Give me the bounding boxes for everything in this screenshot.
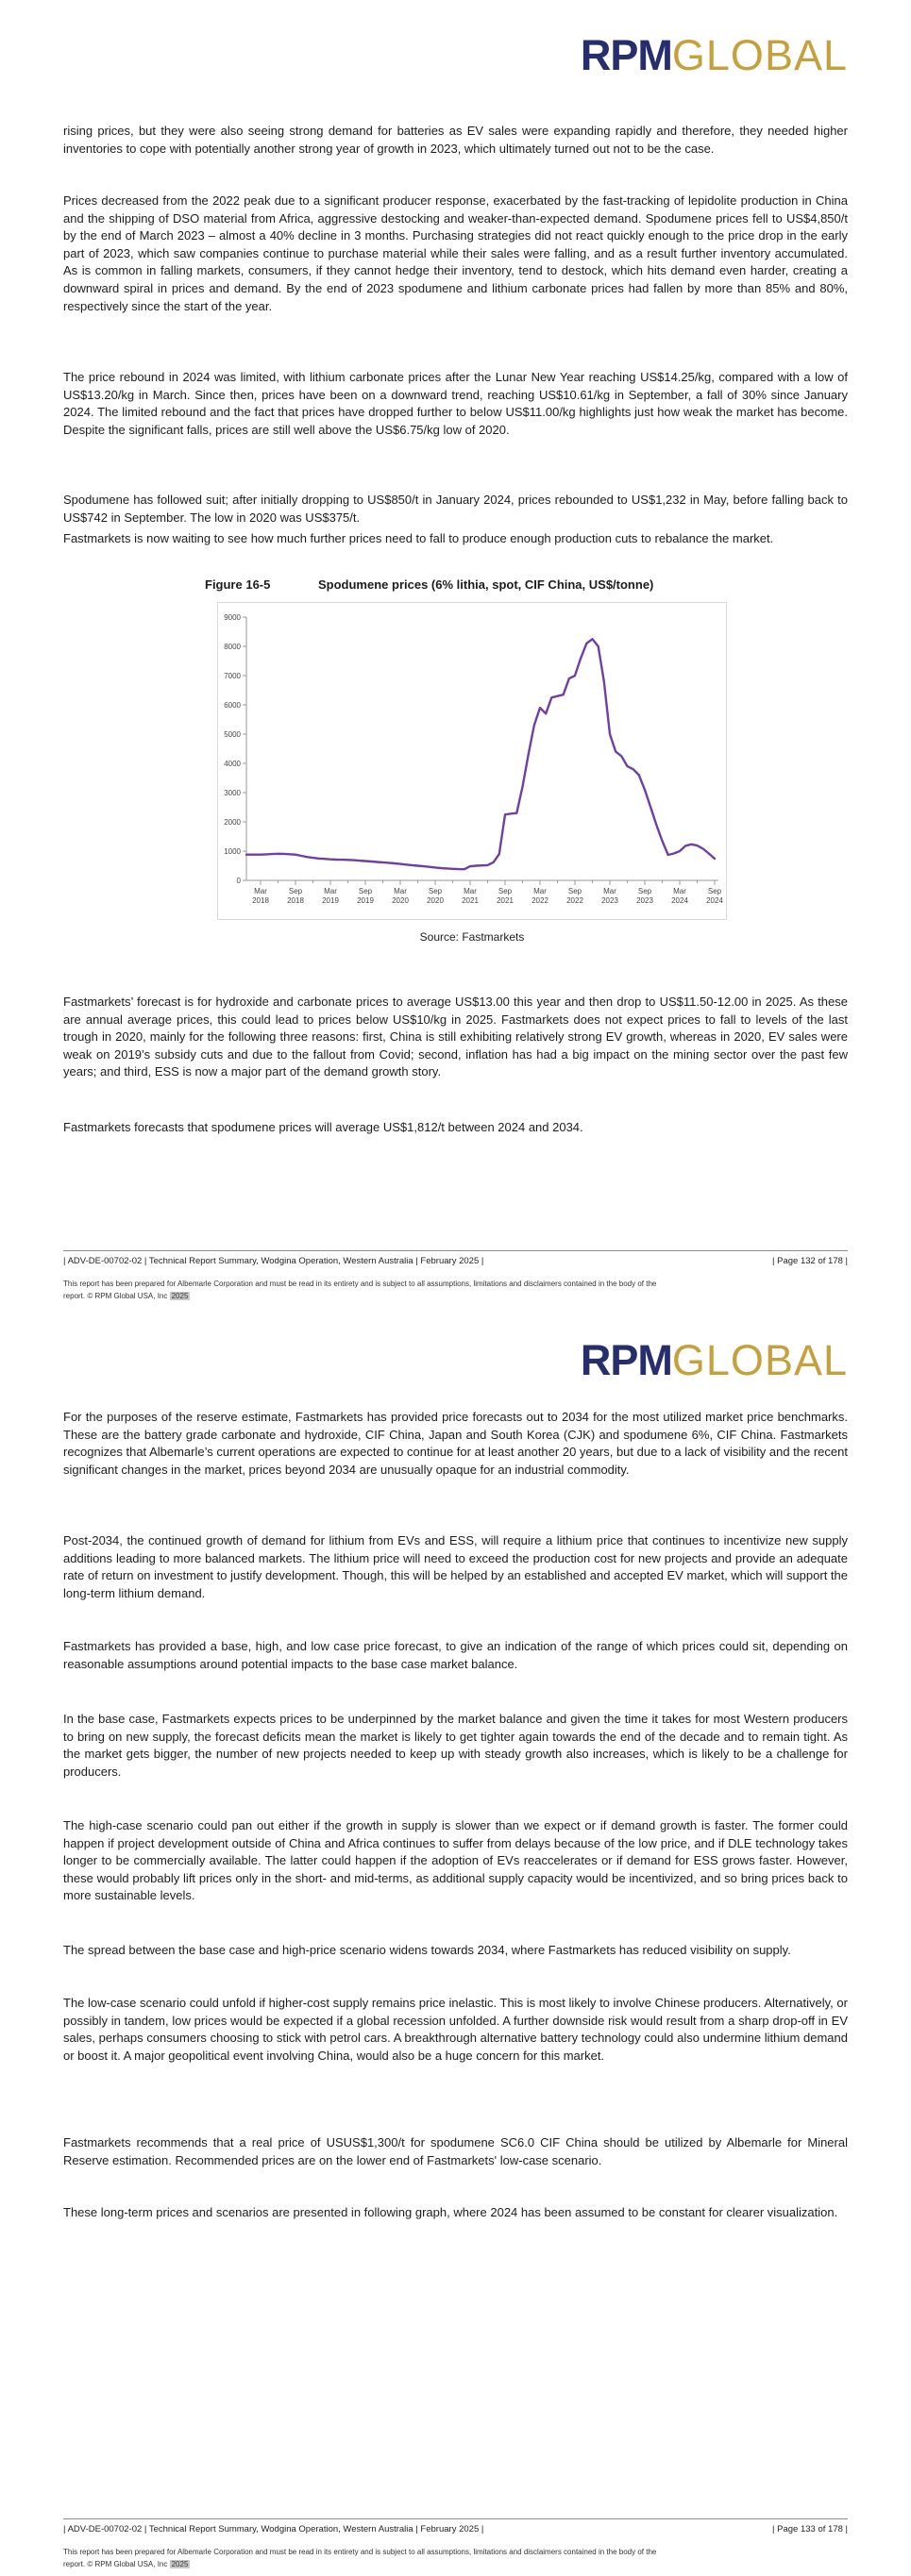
svg-text:6000: 6000 xyxy=(224,700,241,710)
svg-text:Mar: Mar xyxy=(533,887,547,895)
svg-text:Sep: Sep xyxy=(358,887,373,895)
svg-text:2023: 2023 xyxy=(601,896,618,905)
footer-document-id: | ADV-DE-00702-02 | Technical Report Summary, Wodgina Operation, Western Australia | February 2025 | xyxy=(63,2524,484,2534)
paragraph: Fastmarkets recommends that a real price of USUS$1,300/t for spodumene SC6.0 CIF China should be utilized by Albemarle for Mineral Reserve estimation. Recommended prices are on the lower end of Fastmarkets' low-case scenario. xyxy=(63,2135,848,2167)
paragraph: For the purposes of the reserve estimate, Fastmarkets has provided price forecasts out to 2034 for the most utilized market price benchmarks. These are the battery grade carbonate and hydroxide, CIF China, Japan and South Korea (CJK) and spodumene 6%, CIF China. Fastmarkets recognizes that Albemarle’s current operations are expected to continue for at least another 20 years, but due to a lack of visibility and the recent significant changes in the market, prices beyond 2034 are unusually opaque for an industrial commodity. xyxy=(63,1410,848,1477)
disclaimer-line1: This report has been prepared for Albemarle Corporation and must be read in its entirety and is subject to all assumptions, limitations and disclaimers contained in the body of the xyxy=(63,1280,657,1288)
figure-caption-label: Figure 16-5 xyxy=(205,577,271,592)
svg-text:2022: 2022 xyxy=(566,896,583,905)
disclaimer-line1: This report has been prepared for Albemarle Corporation and must be read in its entirety and is subject to all assumptions, limitations and disclaimers contained in the body of the xyxy=(63,2548,657,2556)
logo-rpm-text: RPM xyxy=(580,31,672,79)
svg-text:2021: 2021 xyxy=(497,896,514,905)
figure-source: Source: Fastmarkets xyxy=(419,930,525,944)
svg-text:Sep: Sep xyxy=(498,887,513,895)
footer-disclaimer xyxy=(63,2546,848,2570)
svg-text:Sep: Sep xyxy=(288,887,303,895)
paragraph: Fastmarkets has provided a base, high, and low case price forecast, to give an indication of the range of which prices could sit, depending on reasonable assumptions around potential impacts to the base case market balance. xyxy=(63,1639,848,1671)
svg-text:2020: 2020 xyxy=(427,896,444,905)
svg-text:Mar: Mar xyxy=(394,887,407,895)
svg-text:2018: 2018 xyxy=(252,896,269,905)
spodumene-price-chart xyxy=(217,602,727,920)
paragraph: Fastmarkets’ forecast is for hydroxide and carbonate prices to average US$13.00 this year and then drop to US$11.50-12.00 in 2025. As these are annual average prices, this could lead to prices below US$10/kg in 2025. Fastmarkets does not expect prices to fall to levels of the last trough in 2020, mainly for the following three reasons: first, China is still exhibiting relatively strong EV growth, whereas in 2020, EV sales were weak on 2019’s subsidy cuts and due to the fallout from Covid; second, inflation has had a big impact on the mining sector over the past few years; and third, ESS is now a major part of the demand growth story. xyxy=(63,995,848,1079)
svg-text:2022: 2022 xyxy=(531,896,548,905)
paragraph: The spread between the base case and high-price scenario widens towards 2034, where Fastmarkets has reduced visibility on supply. xyxy=(63,1943,791,1957)
paragraph: In the base case, Fastmarkets expects prices to be underpinned by the market balance and given the time it takes for most Western producers to bring on new supply, the forecast deficits mean the market is likely to get tighter again towards the end of the decade and to remain tight. As the market gets bigger, the number of new projects needed to keep up with steady growth also increases, which is likely to be a challenge for producers. xyxy=(63,1712,848,1779)
rpmglobal-logo xyxy=(580,31,848,79)
rpmglobal-logo xyxy=(580,1336,848,1384)
svg-text:Mar: Mar xyxy=(254,887,267,895)
disclaimer-line2: report. © RPM Global USA, Inc xyxy=(63,2560,168,2568)
svg-text:2019: 2019 xyxy=(322,896,339,905)
disclaimer-year-highlight: 2025 xyxy=(171,2560,189,2568)
logo-global-text: GLOBAL xyxy=(671,1336,848,1384)
svg-text:2024: 2024 xyxy=(706,896,723,905)
svg-text:1000: 1000 xyxy=(224,846,241,856)
svg-text:Sep: Sep xyxy=(428,887,443,895)
svg-text:2021: 2021 xyxy=(462,896,479,905)
svg-text:Sep: Sep xyxy=(707,887,722,895)
logo-rpm-text: RPM xyxy=(580,1336,672,1384)
svg-text:4000: 4000 xyxy=(224,759,241,768)
paragraph: These long-term prices and scenarios are presented in following graph, where 2024 has been assumed to be constant for clearer visualization. xyxy=(63,2205,838,2219)
svg-text:2019: 2019 xyxy=(357,896,374,905)
svg-text:2020: 2020 xyxy=(392,896,409,905)
paragraph: The price rebound in 2024 was limited, with lithium carbonate prices after the Lunar New Year reaching US$14.25/kg, compared with a low of US$13.20/kg in March. Since then, prices have been on a downward trend, reaching US$10.61/kg in September, a fall of 30% since January 2024. The limited rebound and the fact that prices have dropped further to below US$11.00/kg highlights just how weak the market has become. Despite the significant falls, prices are still well above the US$6.75/kg low of 2020. xyxy=(63,370,848,437)
svg-text:2024: 2024 xyxy=(671,896,688,905)
footer-divider xyxy=(63,2518,848,2519)
page-footer xyxy=(63,2524,848,2534)
disclaimer-year-highlight: 2025 xyxy=(171,1292,189,1300)
svg-text:2023: 2023 xyxy=(636,896,653,905)
svg-text:Mar: Mar xyxy=(324,887,337,895)
paragraph: The high-case scenario could pan out either if the growth in supply is slower than we expect or if demand growth is faster. The former could happen if project development outside of China and Africa continues to suffer from delays because of the low price, and if DLE technology takes longer to be commercially available. The latter could happen if the adoption of EVs reaccelerates or if demand for ESS grows faster. However, these would probably lift prices only in the short- and mid-terms, as additional supply capacity would be incentivized, and so bring prices back to more sustainable levels. xyxy=(63,1818,848,1903)
svg-text:Mar: Mar xyxy=(673,887,686,895)
svg-text:2000: 2000 xyxy=(224,817,241,827)
paragraph: The low-case scenario could unfold if higher-cost supply remains price inelastic. This is most likely to involve Chinese producers. Alternatively, or possibly in tandem, low prices would be expected if a global recession unfolded. A further downside risk would result from a sharp drop-off in EV sales, perhaps consumers choosing to stick with petrol cars. A breakthrough alternative battery technology could also undermine lithium demand or boost it. A major geopolitical event involving China, would also be a huge concern for this market. xyxy=(63,1996,848,2063)
paragraph: Fastmarkets forecasts that spodumene prices will average US$1,812/t between 2024 and 2034. xyxy=(63,1120,583,1134)
svg-text:9000: 9000 xyxy=(224,612,241,622)
disclaimer-line2: report. © RPM Global USA, Inc xyxy=(63,1292,168,1300)
page-footer xyxy=(63,1256,848,1266)
paragraph: Prices decreased from the 2022 peak due to a significant producer response, exacerbated by the fast-tracking of lepidolite production in China and the shipping of DSO material from Africa, aggressive destocking and weaker-than-expected demand. Spodumene prices fell to US$4,850/t by the end of March 2023 – almost a 40% decline in 3 months. Purchasing strategies did not react quickly enough to the price drop in the early part of 2023, which saw companies continue to purchase material while their sales were falling, and as a result further inventory accumulated. As is common in falling markets, consumers, if they cannot hedge their inventory, tend to destock, which hits demand even harder, creating a downward spiral in prices and demand. By the end of 2023 spodumene and lithium carbonate prices had fallen by more than 85% and 80%, respectively since the start of the year. xyxy=(63,193,848,313)
svg-text:8000: 8000 xyxy=(224,642,241,651)
paragraph: Fastmarkets is now waiting to see how much further prices need to fall to produce enough production cuts to rebalance the market. xyxy=(63,531,774,545)
footer-page-number: | Page 132 of 178 | xyxy=(772,1256,848,1266)
svg-text:2018: 2018 xyxy=(287,896,304,905)
footer-page-number: | Page 133 of 178 | xyxy=(772,2524,848,2534)
svg-text:Sep: Sep xyxy=(567,887,582,895)
svg-text:Mar: Mar xyxy=(603,887,616,895)
logo-global-text: GLOBAL xyxy=(671,31,848,79)
svg-text:Sep: Sep xyxy=(637,887,652,895)
svg-text:5000: 5000 xyxy=(224,729,241,739)
footer-document-id: | ADV-DE-00702-02 | Technical Report Summary, Wodgina Operation, Western Australia | February 2025 | xyxy=(63,1256,484,1266)
paragraph: Post-2034, the continued growth of demand for lithium from EVs and ESS, will require a lithium price that continues to incentivize new supply additions leading to more balanced markets. The lithium price will need to exceed the production cost for new projects and provide an adequate rate of return on investment to justify development. Though, this will be helped by an established and accepted EV market, which will support the long-term lithium demand. xyxy=(63,1533,848,1600)
svg-text:0: 0 xyxy=(236,876,241,885)
paragraph: Spodumene has followed suit; after initially dropping to US$850/t in January 2024, prices rebounded to US$1,232 in May, before falling back to US$742 in September. The low in 2020 was US$375/t. xyxy=(63,493,848,525)
svg-text:3000: 3000 xyxy=(224,788,241,797)
line-chart-svg xyxy=(218,603,726,919)
paragraph: rising prices, but they were also seeing strong demand for batteries as EV sales were expanding rapidly and therefore, they needed higher inventories to cope with potentially another strong year of growth in 2023, which ultimately turned out not to be the case. xyxy=(63,124,848,156)
footer-divider xyxy=(63,1250,848,1251)
svg-text:7000: 7000 xyxy=(224,671,241,680)
figure-caption-title: Spodumene prices (6% lithia, spot, CIF China, US$/tonne) xyxy=(318,577,654,592)
svg-text:Mar: Mar xyxy=(464,887,477,895)
footer-disclaimer xyxy=(63,1278,848,1302)
